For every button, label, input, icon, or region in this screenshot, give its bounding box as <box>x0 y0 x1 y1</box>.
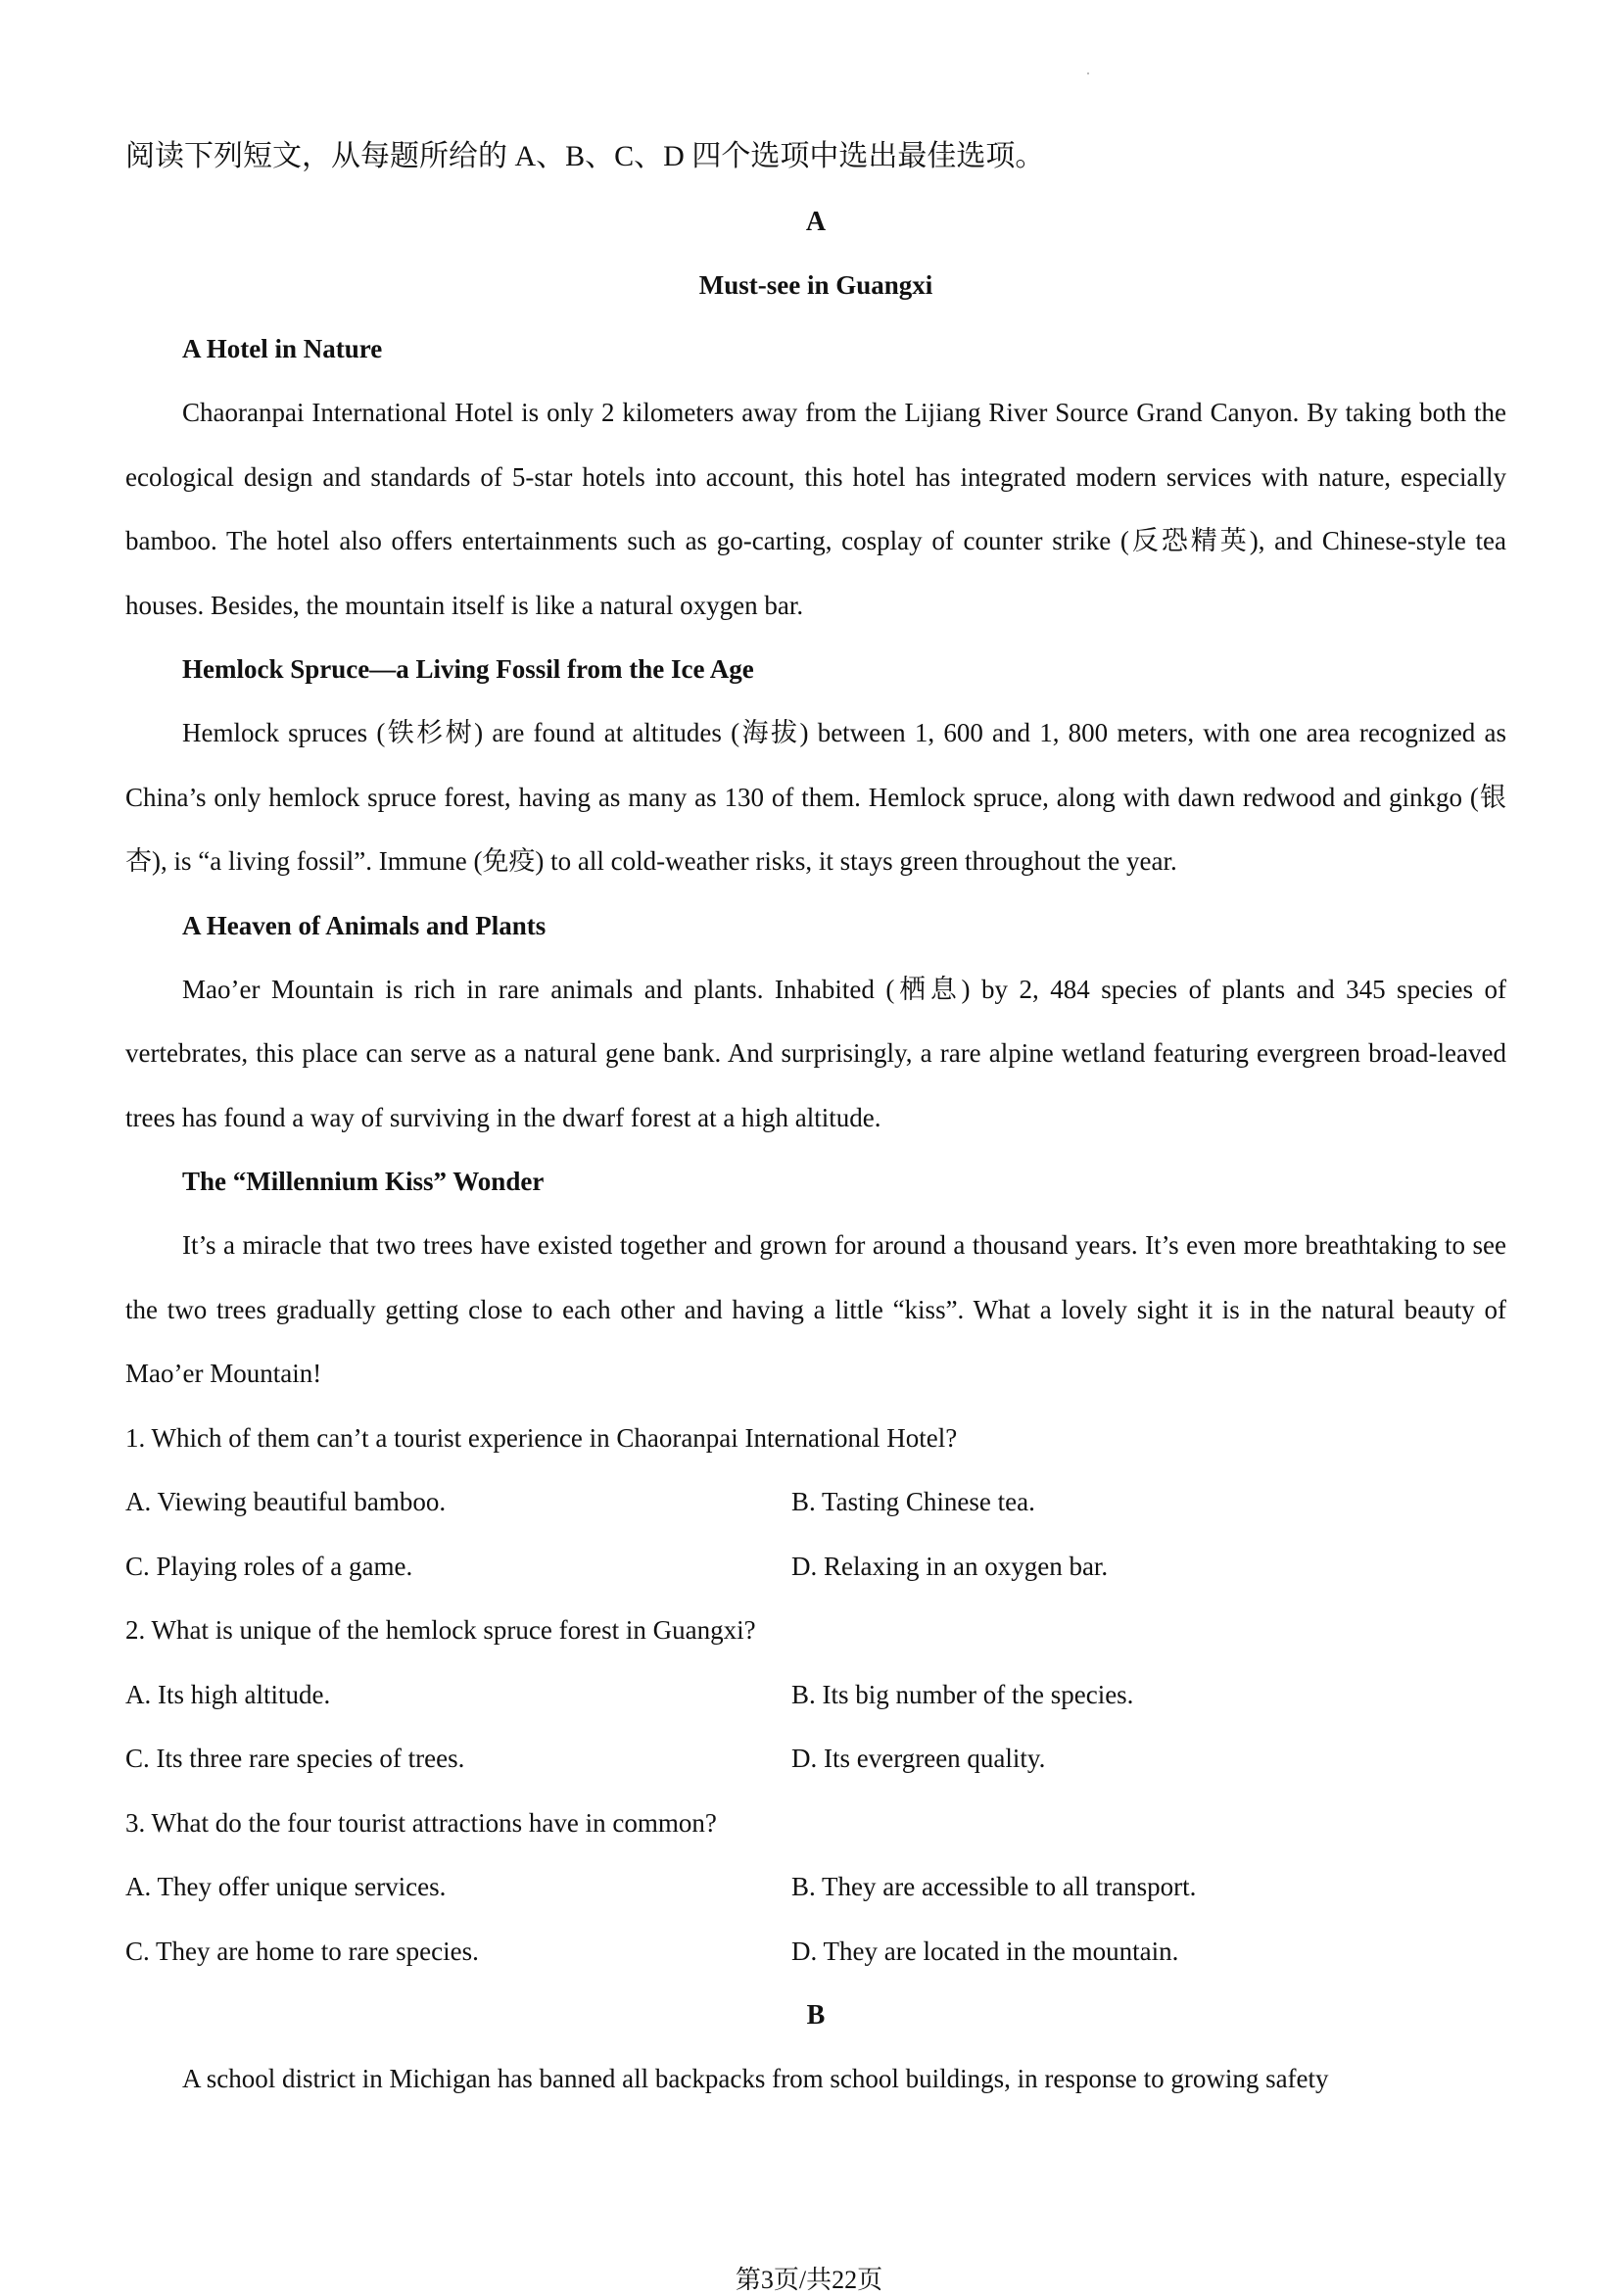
paragraph-heaven: Mao’er Mountain is rich in rare animals and plants. Inhabited (栖息) by 2, 484 species of plants and 345 species of vertebrates, this place can serve as a natural gene bank. And surprisingly, a rare alpine wetland featuring evergreen broad-leaved trees has found a way of surviving in the dwarf forest at a high altitude. <box>125 974 1506 1132</box>
paragraph-hotel: Chaoranpai International Hotel is only 2 kilometers away from the Lijiang River Source Grand Canyon. By taking both the ecological design and standards of 5-star hotels into account, this hotel has integrated modern services with nature, especially bamboo. The hotel also offers entertainments such as go-carting, cosplay of counter strike (反恐精英), and Chinese-style tea houses. Besides, the mountain itself is like a natural oxygen bar. <box>125 398 1506 620</box>
option-2b: B. Its big number of the species. <box>791 1679 1134 1709</box>
question-2-stem: 2. What is unique of the hemlock spruce forest in Guangxi? <box>125 1615 756 1645</box>
option-3d: D. They are located in the mountain. <box>791 1936 1179 1966</box>
subheading-hemlock: Hemlock Spruce—a Living Fossil from the Ice Age <box>182 654 754 684</box>
option-1d: D. Relaxing in an oxygen bar. <box>791 1551 1109 1581</box>
paragraph-hemlock: Hemlock spruces (铁杉树) are found at altitudes (海拔) between 1, 600 and 1, 800 meters, with one area recognized as China’s only hemlock spruce forest, having as many as 130 of them. Hemlock spruce, along with dawn redwood and ginkgo (银杏), is “a living fossil”. Immune (免疫) to all cold-weather risks, it stays green throughout the year. <box>125 718 1506 876</box>
question-1-stem: 1. Which of them can’t a tourist experience in Chaoranpai International Hotel? <box>125 1422 958 1453</box>
question-2-options <box>125 1663 1506 1792</box>
option-2a: A. Its high altitude. <box>125 1679 331 1709</box>
passage-title: Must-see in Guangxi <box>698 270 933 300</box>
option-2d: D. Its evergreen quality. <box>791 1744 1046 1773</box>
paragraph-b-intro: A school district in Michigan has banned all backpacks from school buildings, in response to growing safety <box>182 2064 1329 2093</box>
section-a-letter: A <box>805 207 827 237</box>
subheading-millennium-kiss: The “Millennium Kiss” Wonder <box>182 1167 545 1196</box>
option-3a: A. They offer unique services. <box>125 1872 447 1901</box>
option-1b: B. Tasting Chinese tea. <box>791 1487 1035 1516</box>
option-3c: C. They are home to rare species. <box>125 1936 479 1966</box>
paragraph-millennium-kiss: It’s a miracle that two trees have existed together and grown for around a thousand years. It’s even more breathtaking to see the two trees gradually getting close to each other and having a little “kiss”. What a lovely sight it is in the natural beauty of Mao’er Mountain! <box>125 1230 1506 1388</box>
question-3-options <box>125 1855 1506 1984</box>
page-number-footer: 第3页/共22页 <box>735 2266 883 2294</box>
option-3b: B. They are accessible to all transport. <box>791 1872 1197 1901</box>
option-1c: C. Playing roles of a game. <box>125 1551 413 1581</box>
question-3-stem: 3. What do the four tourist attractions have in common? <box>125 1807 717 1838</box>
page-content <box>125 123 1506 2112</box>
subheading-heaven: A Heaven of Animals and Plants <box>182 910 547 940</box>
subheading-hotel: A Hotel in Nature <box>182 334 383 363</box>
instruction-text: 阅读下列短文，从每题所给的 A、B、C、D 四个选项中选出最佳选项。 <box>125 140 1045 172</box>
option-2c: C. Its three rare species of trees. <box>125 1744 465 1773</box>
scan-speck <box>1087 72 1089 74</box>
question-1-options <box>125 1470 1506 1599</box>
section-b-letter: B <box>806 2000 826 2031</box>
option-1a: A. Viewing beautiful bamboo. <box>125 1487 447 1516</box>
